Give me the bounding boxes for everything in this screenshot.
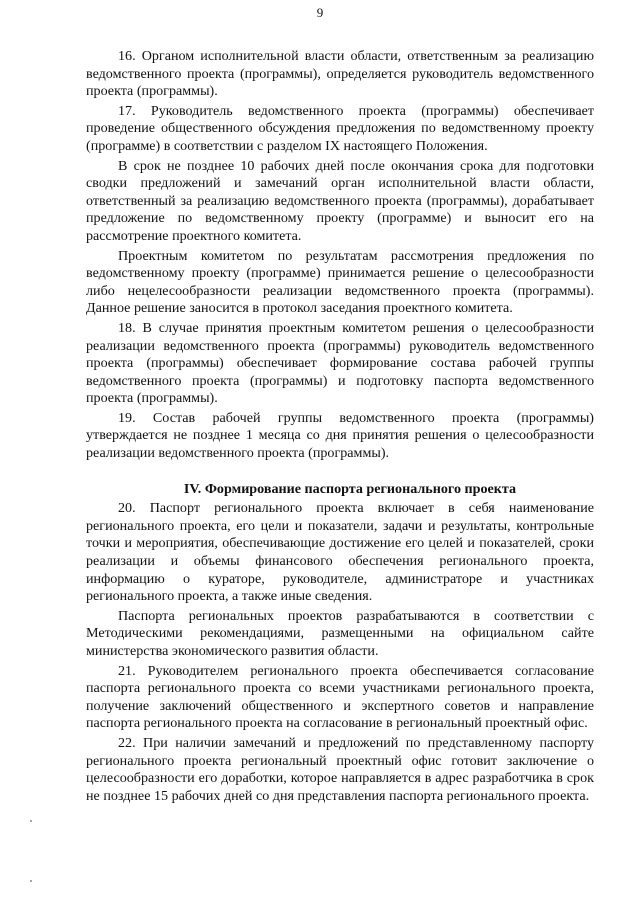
paragraph-19: 19. Состав рабочей группы ведомственного проекта (программы) утверждается не позднее 1 месяца со дня принятия решения о целесообразности реализации ведомственного проекта (программы). [86, 409, 594, 462]
paragraph-21: 21. Руководителем регионального проекта обеспечивается согласование паспорта регионального проекта со всеми участниками регионального проекта, получение заключений общественного и экспертного советов и направление паспорта регионального проекта на согласование в региональный проектный офис. [86, 662, 594, 732]
paragraph-20: 20. Паспорт регионального проекта включает в себя наименование регионального проекта, его цели и показатели, задачи и результаты, контрольные точки и мероприятия, обеспечивающие достижение его целей и показателей, сроки реализации и объемы финансового обеспечения регионального проекта, информацию о кураторе, руководителе, администраторе и участниках регионального проекта, а также иные сведения. [86, 500, 594, 605]
scan-dot [30, 820, 32, 822]
paragraph-22: 22. При наличии замечаний и предложений по представленному паспорту регионального проекта региональный проектный офис готовит заключение о целесообразности его доработки, которое направляется в адрес разработчика в срок не позднее 15 рабочих дней со дня представления паспорта регионального проекта. [86, 734, 594, 804]
paragraph-20-methodology: Паспорта региональных проектов разрабатываются в соответствии с Методическими рекомендациями, размещенными на официальном сайте министерства экономического развития области. [86, 607, 594, 659]
document-body [86, 48, 594, 807]
paragraph-16: 16. Органом исполнительной власти области, ответственным за реализацию ведомственного проекта (программы), определяется руководитель ведомственного проекта (программы). [86, 48, 594, 100]
section-heading: IV. Формирование паспорта регионального проекта [183, 480, 517, 497]
paragraph-18: 18. В случае принятия проектным комитетом решения о целесообразности реализации ведомственного проекта (программы) руководитель ведомственного проекта (программы) обеспечивает формирование состава рабочей группы ведомственного проекта (программы) и подготовку паспорта ведомственного проекта (программы). [86, 319, 594, 407]
page-number: 9 [316, 5, 324, 20]
scan-dot [30, 880, 32, 882]
paragraph-17-committee-decision: Проектным комитетом по результатам рассмотрения предложения по ведомственному проекту (программе) принимается решение о целесообразности либо нецелесообразности реализации ведомственного проекта (программы). Данное решение заносится в протокол заседания проектного комитета. [86, 247, 594, 317]
paragraph-17: 17. Руководитель ведомственного проекта (программы) обеспечивает проведение общественного обсуждения предложения по ведомственному проекту (программе) в соответствии с разделом IX настоящего Положения. [86, 102, 594, 154]
paragraph-17-deadline: В срок не позднее 10 рабочих дней после окончания срока для подготовки сводки предложений и замечаний орган исполнительной власти области, ответственный за реализацию ведомственного проекта (программы), дорабатывает предложение по ведомственному проекту (программе) и выносит его на рассмотрение проектного комитета. [86, 157, 594, 244]
